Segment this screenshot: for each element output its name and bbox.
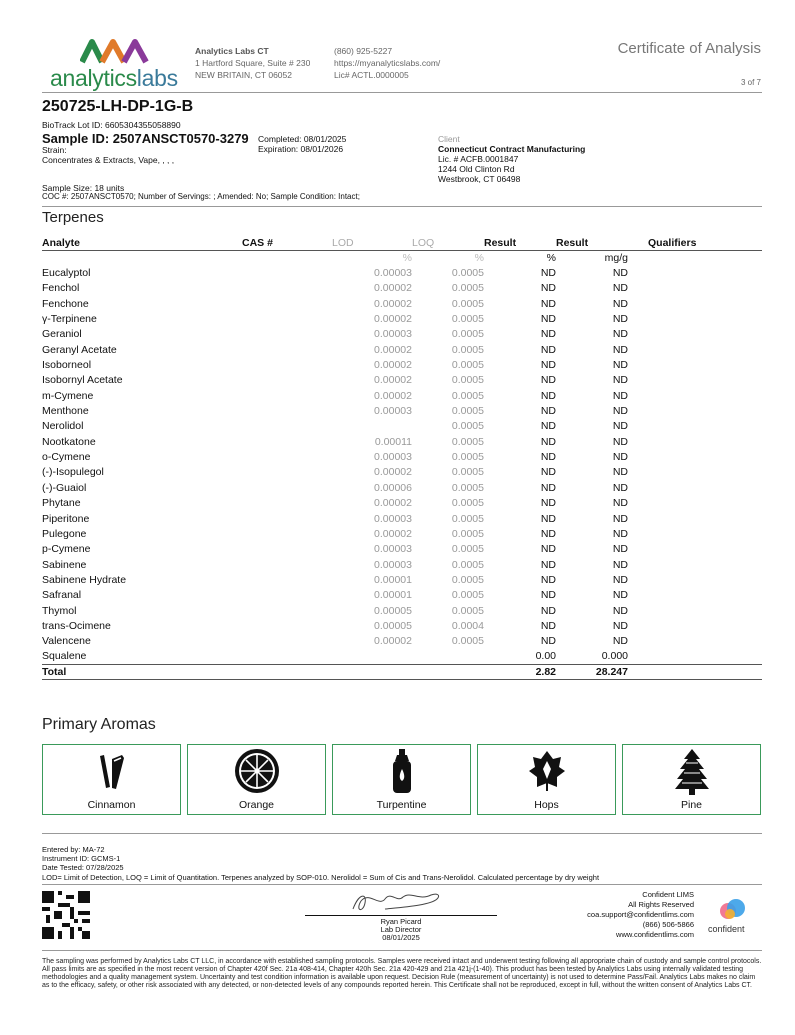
cas-cell bbox=[242, 465, 332, 480]
loq-cell: 0.0005 bbox=[451, 558, 484, 571]
lab-address-1: 1 Hartford Square, Suite # 230 bbox=[195, 58, 311, 68]
table-row bbox=[42, 557, 762, 572]
table-row bbox=[42, 265, 762, 280]
lims-name: Confident LIMS bbox=[642, 890, 694, 899]
result-percent-cell: ND bbox=[540, 297, 556, 310]
table-row bbox=[42, 572, 762, 587]
table-header-row bbox=[42, 236, 762, 250]
analyte-cell: Eucalyptol bbox=[42, 267, 91, 280]
result-mgg-cell: ND bbox=[612, 267, 628, 280]
cas-cell bbox=[242, 373, 332, 388]
unit-lod: % bbox=[402, 251, 412, 264]
cas-cell bbox=[242, 357, 332, 372]
lod-cell: 0.00011 bbox=[374, 435, 412, 448]
cas-cell bbox=[242, 511, 332, 526]
table-row bbox=[42, 403, 762, 418]
lims-email[interactable]: coa.support@confidentlims.com bbox=[587, 910, 694, 919]
loq-cell: 0.0005 bbox=[451, 343, 484, 356]
result-percent-cell: ND bbox=[540, 543, 556, 556]
result-mgg-cell: ND bbox=[612, 635, 628, 648]
completed-date: Completed: 08/01/2025 bbox=[258, 134, 347, 144]
header-cas: CAS # bbox=[242, 236, 273, 249]
cas-cell bbox=[242, 281, 332, 296]
result-percent-cell: ND bbox=[540, 267, 556, 280]
loq-cell: 0.0005 bbox=[451, 359, 484, 372]
result-percent-cell: ND bbox=[540, 328, 556, 341]
lod-cell: 0.00002 bbox=[374, 466, 412, 479]
client-name: Connecticut Contract Manufacturing bbox=[438, 144, 586, 154]
client-address-1: 1244 Old Clinton Rd bbox=[438, 164, 515, 174]
lims-info bbox=[587, 890, 694, 939]
lab-name: Analytics Labs CT bbox=[195, 46, 269, 56]
table-row bbox=[42, 480, 762, 495]
cas-cell bbox=[242, 342, 332, 357]
signer-title: Lab Director bbox=[380, 925, 422, 934]
analyte-cell: trans-Ocimene bbox=[42, 619, 111, 632]
lab-license: Lic# ACTL.0000005 bbox=[334, 70, 409, 80]
document-title: Certificate of Analysis bbox=[617, 40, 761, 57]
table-row bbox=[42, 311, 762, 326]
table-row bbox=[42, 327, 762, 342]
aroma-label-cinnamon: Cinnamon bbox=[87, 799, 136, 811]
loq-cell: 0.0005 bbox=[451, 527, 484, 540]
lod-cell: 0.00003 bbox=[374, 558, 412, 571]
logo-text-analytics: analytics bbox=[50, 65, 137, 91]
table-row bbox=[42, 649, 762, 664]
header-lod: LOD bbox=[332, 236, 354, 249]
loq-cell: 0.0005 bbox=[451, 420, 484, 433]
analyte-cell: (-)-Guaiol bbox=[42, 481, 87, 494]
disclaimer: The sampling was performed by Analytics Labs CT LLC, in accordance with established sampling protocols. Samples were received intact and underwent testing following all appropriate chain of custody and sample control protocols. All pass limits are as specified in the most recent version of Chapter 420f Sec. 21a 408-414, Chapter 420h Sec. 21a 420-429 and 21a 421j-(1-40). This product has been tested by Analytics Labs using internally validated testing methodologies and a quality management system. Uncertainty and test condition information is available upon request. Decision Rule (measurement of uncertainty) is not used to determine Pass/Fail. Analytics Labs makes no claim as to the efficacy, safety, or other risk associated with any detected, or non-detected levels of any compounds reported herein. This Certificate shall not be reproduced, except in full, without the written consent of Analytics Labs CT. bbox=[42, 958, 762, 989]
total-label: Total bbox=[42, 665, 67, 678]
result-mgg-cell: ND bbox=[612, 451, 628, 464]
lod-cell bbox=[332, 419, 412, 434]
lod-cell: 0.00003 bbox=[374, 543, 412, 556]
aroma-card-cinnamon bbox=[42, 744, 181, 815]
turpentine-icon bbox=[390, 749, 414, 795]
aromas-divider bbox=[42, 833, 762, 834]
total-row bbox=[42, 664, 762, 679]
loq-cell: 0.0005 bbox=[451, 589, 484, 602]
result-mgg-cell: 0.000 bbox=[601, 650, 628, 663]
qualifier-cell bbox=[628, 618, 762, 633]
lod-cell: 0.00003 bbox=[374, 451, 412, 464]
unit-result-mgg: mg/g bbox=[604, 251, 628, 264]
terpenes-section-title: Terpenes bbox=[42, 209, 104, 226]
lab-contact bbox=[334, 45, 440, 81]
qualifier-cell bbox=[628, 434, 762, 449]
company-logo bbox=[50, 36, 180, 94]
qualifier-cell bbox=[628, 449, 762, 464]
result-mgg-cell: ND bbox=[612, 589, 628, 602]
terpenes-table bbox=[42, 236, 762, 680]
qualifier-cell bbox=[628, 557, 762, 572]
cas-cell bbox=[242, 496, 332, 511]
analyte-cell: Thymol bbox=[42, 604, 77, 617]
analyte-cell: (-)-Isopulegol bbox=[42, 466, 104, 479]
analyte-cell: Geranyl Acetate bbox=[42, 343, 117, 356]
aroma-card-turpentine bbox=[332, 744, 471, 815]
aroma-label-turpentine: Turpentine bbox=[376, 799, 427, 811]
loq-cell: 0.0005 bbox=[451, 374, 484, 387]
result-mgg-cell: ND bbox=[612, 435, 628, 448]
analyte-cell: Piperitone bbox=[42, 512, 90, 525]
sample-size: Sample Size: 18 units bbox=[42, 183, 125, 193]
loq-cell: 0.0004 bbox=[451, 619, 484, 632]
result-percent-cell: ND bbox=[540, 389, 556, 402]
table-units-row bbox=[42, 250, 762, 265]
client-license: Lic. # ACFB.0001847 bbox=[438, 154, 519, 164]
result-percent-cell: ND bbox=[540, 451, 556, 464]
loq-cell: 0.0005 bbox=[451, 481, 484, 494]
lod-cell: 0.00002 bbox=[374, 359, 412, 372]
result-mgg-cell: ND bbox=[612, 343, 628, 356]
result-mgg-cell: ND bbox=[612, 527, 628, 540]
qr-code[interactable] bbox=[42, 891, 90, 939]
loq-cell: 0.0005 bbox=[451, 604, 484, 617]
result-mgg-cell: ND bbox=[612, 328, 628, 341]
cas-cell bbox=[242, 296, 332, 311]
aromas-section-title: Primary Aromas bbox=[42, 716, 156, 733]
result-mgg-cell: ND bbox=[612, 297, 628, 310]
result-percent-cell: ND bbox=[540, 420, 556, 433]
cas-cell bbox=[242, 403, 332, 418]
signer-name: Ryan Picard bbox=[380, 917, 422, 926]
cas-cell bbox=[242, 572, 332, 587]
result-mgg-cell: ND bbox=[612, 481, 628, 494]
analyte-cell: m-Cymene bbox=[42, 389, 94, 402]
qualifier-cell bbox=[628, 403, 762, 418]
qualifier-cell bbox=[628, 588, 762, 603]
cas-cell bbox=[242, 449, 332, 464]
aroma-label-hops: Hops bbox=[534, 799, 559, 811]
qualifier-cell bbox=[628, 388, 762, 403]
loq-cell: 0.0005 bbox=[451, 282, 484, 295]
lod-cell: 0.00006 bbox=[374, 481, 412, 494]
analyte-cell: Fenchone bbox=[42, 297, 89, 310]
coc-info: COC #: 2507ANSCT0570; Number of Servings: ; Amended: No; Sample Condition: Intact; bbox=[42, 192, 360, 201]
loq-cell: 0.0005 bbox=[451, 405, 484, 418]
qualifier-cell bbox=[628, 542, 762, 557]
lod-cell: 0.00002 bbox=[374, 343, 412, 356]
signature-line bbox=[305, 915, 497, 916]
header-qualifiers: Qualifiers bbox=[648, 236, 697, 249]
result-mgg-cell: ND bbox=[612, 543, 628, 556]
table-row bbox=[42, 357, 762, 372]
header-analyte: Analyte bbox=[42, 236, 80, 249]
qualifier-cell bbox=[628, 296, 762, 311]
header-result-percent: Result bbox=[484, 236, 517, 249]
result-percent-cell: ND bbox=[540, 405, 556, 418]
lod-cell: 0.00003 bbox=[374, 405, 412, 418]
qualifier-cell bbox=[628, 511, 762, 526]
pine-icon bbox=[674, 749, 710, 795]
qualifier-cell bbox=[628, 357, 762, 372]
logo-mark-icon bbox=[80, 36, 150, 64]
cas-cell bbox=[242, 388, 332, 403]
result-mgg-cell: ND bbox=[612, 497, 628, 510]
lod-cell: 0.00002 bbox=[374, 313, 412, 326]
result-percent-cell: ND bbox=[540, 374, 556, 387]
cas-cell bbox=[242, 419, 332, 434]
qualifier-cell bbox=[628, 311, 762, 326]
loq-cell: 0.0005 bbox=[451, 573, 484, 586]
sample-id: Sample ID: 2507ANSCT0570-3279 bbox=[42, 131, 249, 146]
biotrack-lot-id: BioTrack Lot ID: 6605304355058890 bbox=[42, 120, 181, 130]
result-mgg-cell: ND bbox=[612, 389, 628, 402]
analyte-cell: γ-Terpinene bbox=[42, 313, 97, 326]
analyte-cell: Phytane bbox=[42, 497, 81, 510]
analyte-cell: Fenchol bbox=[42, 282, 80, 295]
header-result-mgg: Result bbox=[556, 236, 589, 249]
result-percent-cell: ND bbox=[540, 573, 556, 586]
loq-cell: 0.0005 bbox=[451, 435, 484, 448]
cas-cell bbox=[242, 603, 332, 618]
qualifier-cell bbox=[628, 281, 762, 296]
qualifier-cell bbox=[628, 649, 762, 664]
lod-cell: 0.00001 bbox=[374, 589, 412, 602]
entered-by: Entered by: MA-72 bbox=[42, 845, 105, 854]
logo-text-labs: labs bbox=[136, 65, 178, 91]
lod-cell: 0.00003 bbox=[374, 512, 412, 525]
result-mgg-cell: ND bbox=[612, 359, 628, 372]
table-row bbox=[42, 465, 762, 480]
confident-logo bbox=[710, 898, 760, 938]
cas-cell bbox=[242, 588, 332, 603]
confident-logo-text: confident bbox=[708, 924, 745, 934]
analyte-cell: Safranal bbox=[42, 589, 82, 602]
table-row bbox=[42, 511, 762, 526]
table-row bbox=[42, 526, 762, 541]
qualifier-cell bbox=[628, 480, 762, 495]
unit-result-percent: % bbox=[546, 251, 556, 264]
lod-cell: 0.00002 bbox=[374, 527, 412, 540]
cas-cell bbox=[242, 480, 332, 495]
result-percent-cell: ND bbox=[540, 481, 556, 494]
result-mgg-cell: ND bbox=[612, 604, 628, 617]
result-percent-cell: ND bbox=[540, 466, 556, 479]
footer-divider bbox=[42, 950, 762, 951]
result-percent-cell: ND bbox=[540, 619, 556, 632]
result-percent-cell: ND bbox=[540, 604, 556, 617]
qualifier-cell bbox=[628, 265, 762, 280]
result-percent-cell: ND bbox=[540, 589, 556, 602]
lod-cell: 0.00003 bbox=[374, 267, 412, 280]
result-mgg-cell: ND bbox=[612, 619, 628, 632]
lod-cell: 0.00005 bbox=[374, 619, 412, 632]
table-row bbox=[42, 449, 762, 464]
confident-logo-icon bbox=[718, 898, 748, 922]
analyte-cell: Menthone bbox=[42, 405, 89, 418]
loq-cell bbox=[412, 649, 484, 664]
analyte-cell: o-Cymene bbox=[42, 451, 91, 464]
date-tested: Date Tested: 07/28/2025 bbox=[42, 863, 124, 872]
table-row bbox=[42, 434, 762, 449]
result-mgg-cell: ND bbox=[612, 512, 628, 525]
note-divider bbox=[42, 884, 762, 885]
table-row bbox=[42, 388, 762, 403]
analyte-cell: Isoborneol bbox=[42, 359, 92, 372]
cas-cell bbox=[242, 649, 332, 664]
lab-info bbox=[195, 45, 310, 81]
loq-cell: 0.0005 bbox=[451, 466, 484, 479]
analyte-cell: Isobornyl Acetate bbox=[42, 374, 123, 387]
qualifier-cell bbox=[628, 465, 762, 480]
method-note: LOD= Limit of Detection, LOQ = Limit of Quantitation. Terpenes analyzed by SOP-010. Nerolidol = Sum of Cis and Trans-Nerolidol. Calculated percentage by dry weight bbox=[42, 873, 600, 882]
qualifier-cell bbox=[628, 419, 762, 434]
result-percent-cell: ND bbox=[540, 635, 556, 648]
analyte-cell: Nerolidol bbox=[42, 420, 84, 433]
instrument-id: Instrument ID: GCMS-1 bbox=[42, 854, 121, 863]
lod-cell: 0.00002 bbox=[374, 389, 412, 402]
qualifier-cell bbox=[628, 603, 762, 618]
table-row bbox=[42, 342, 762, 357]
cas-cell bbox=[242, 542, 332, 557]
result-mgg-cell: ND bbox=[612, 466, 628, 479]
result-mgg-cell: ND bbox=[612, 573, 628, 586]
qualifier-cell bbox=[628, 373, 762, 388]
lims-website[interactable]: www.confidentlims.com bbox=[616, 930, 694, 939]
result-percent-cell: ND bbox=[540, 558, 556, 571]
cas-cell bbox=[242, 557, 332, 572]
result-mgg-cell: ND bbox=[612, 374, 628, 387]
qualifier-cell bbox=[628, 342, 762, 357]
lod-cell: 0.00002 bbox=[374, 635, 412, 648]
aroma-card-orange bbox=[187, 744, 326, 815]
signer-date: 08/01/2025 bbox=[382, 933, 420, 942]
table-row bbox=[42, 634, 762, 649]
loq-cell: 0.0005 bbox=[451, 635, 484, 648]
loq-cell: 0.0005 bbox=[451, 389, 484, 402]
aroma-card-hops bbox=[477, 744, 616, 815]
signature bbox=[345, 889, 445, 917]
table-row bbox=[42, 618, 762, 633]
result-percent-cell: ND bbox=[540, 343, 556, 356]
qualifier-cell bbox=[628, 496, 762, 511]
total-result-mgg: 28.247 bbox=[595, 665, 628, 678]
lod-cell: 0.00005 bbox=[374, 604, 412, 617]
result-mgg-cell: ND bbox=[612, 420, 628, 433]
analyte-cell: Geraniol bbox=[42, 328, 82, 341]
cas-cell bbox=[242, 327, 332, 342]
lod-cell: 0.00002 bbox=[374, 282, 412, 295]
result-mgg-cell: ND bbox=[612, 282, 628, 295]
loq-cell: 0.0005 bbox=[451, 451, 484, 464]
loq-cell: 0.0005 bbox=[451, 497, 484, 510]
loq-cell: 0.0005 bbox=[451, 297, 484, 310]
header-loq: LOQ bbox=[412, 236, 435, 249]
loq-cell: 0.0005 bbox=[451, 267, 484, 280]
analyte-cell: Squalene bbox=[42, 650, 87, 663]
analyte-cell: Valencene bbox=[42, 635, 91, 648]
table-row bbox=[42, 496, 762, 511]
table-row bbox=[42, 542, 762, 557]
analyte-cell: Sabinene bbox=[42, 558, 87, 571]
result-mgg-cell: ND bbox=[612, 313, 628, 326]
cas-cell bbox=[242, 634, 332, 649]
result-percent-cell: ND bbox=[540, 435, 556, 448]
result-mgg-cell: ND bbox=[612, 558, 628, 571]
orange-icon bbox=[234, 748, 280, 794]
result-percent-cell: ND bbox=[540, 497, 556, 510]
result-mgg-cell: ND bbox=[612, 405, 628, 418]
loq-cell: 0.0005 bbox=[451, 543, 484, 556]
aroma-label-pine: Pine bbox=[680, 799, 702, 811]
loq-cell: 0.0005 bbox=[451, 512, 484, 525]
strain-label: Strain: bbox=[42, 145, 67, 155]
lab-phone: (860) 925-5227 bbox=[334, 46, 393, 56]
cinnamon-icon bbox=[92, 751, 132, 791]
cas-cell bbox=[242, 434, 332, 449]
analyte-cell: Sabinene Hydrate bbox=[42, 573, 127, 586]
result-percent-cell: ND bbox=[540, 512, 556, 525]
hops-icon bbox=[527, 749, 567, 793]
table-row bbox=[42, 588, 762, 603]
lod-cell: 0.00003 bbox=[374, 328, 412, 341]
lab-website[interactable]: https://myanalyticslabs.com/ bbox=[334, 58, 441, 68]
table-row bbox=[42, 281, 762, 296]
cas-cell bbox=[242, 265, 332, 280]
analyte-cell: p-Cymene bbox=[42, 543, 91, 556]
lims-rights: All Rights Reserved bbox=[628, 900, 694, 909]
qualifier-cell bbox=[628, 327, 762, 342]
total-result-percent: 2.82 bbox=[535, 665, 556, 678]
client-label: Client bbox=[438, 134, 460, 144]
analyte-cell: Nootkatone bbox=[42, 435, 96, 448]
expiration-date: Expiration: 08/01/2026 bbox=[258, 144, 344, 154]
sample-divider bbox=[42, 206, 762, 207]
table-row bbox=[42, 603, 762, 618]
batch-id: 250725-LH-DP-1G-B bbox=[42, 98, 194, 115]
client-address-2: Westbrook, CT 06498 bbox=[438, 174, 521, 184]
qualifier-cell bbox=[628, 634, 762, 649]
unit-loq: % bbox=[474, 251, 484, 264]
analyte-cell: Pulegone bbox=[42, 527, 87, 540]
sample-category: Concentrates & Extracts, Vape, , , , bbox=[42, 155, 175, 165]
aroma-card-pine bbox=[622, 744, 761, 815]
header-divider bbox=[42, 92, 762, 93]
lod-cell: 0.00002 bbox=[374, 297, 412, 310]
loq-cell: 0.0005 bbox=[451, 328, 484, 341]
result-percent-cell: ND bbox=[540, 359, 556, 372]
lod-cell bbox=[332, 649, 412, 664]
result-percent-cell: ND bbox=[540, 282, 556, 295]
lod-cell: 0.00002 bbox=[374, 374, 412, 387]
result-percent-cell: 0.00 bbox=[535, 650, 556, 663]
table-row bbox=[42, 373, 762, 388]
loq-cell: 0.0005 bbox=[451, 313, 484, 326]
qualifier-cell bbox=[628, 526, 762, 541]
table-row bbox=[42, 419, 762, 434]
lod-cell: 0.00001 bbox=[374, 573, 412, 586]
cas-cell bbox=[242, 618, 332, 633]
result-percent-cell: ND bbox=[540, 527, 556, 540]
lod-cell: 0.00002 bbox=[374, 497, 412, 510]
table-row bbox=[42, 296, 762, 311]
qualifier-cell bbox=[628, 572, 762, 587]
cas-cell bbox=[242, 526, 332, 541]
page-number: 3 of 7 bbox=[740, 78, 761, 87]
result-percent-cell: ND bbox=[540, 313, 556, 326]
lims-phone: (866) 506-5866 bbox=[642, 920, 694, 929]
cas-cell bbox=[242, 311, 332, 326]
lab-address-2: NEW BRITAIN, CT 06052 bbox=[195, 70, 292, 80]
aroma-label-orange: Orange bbox=[238, 799, 275, 811]
